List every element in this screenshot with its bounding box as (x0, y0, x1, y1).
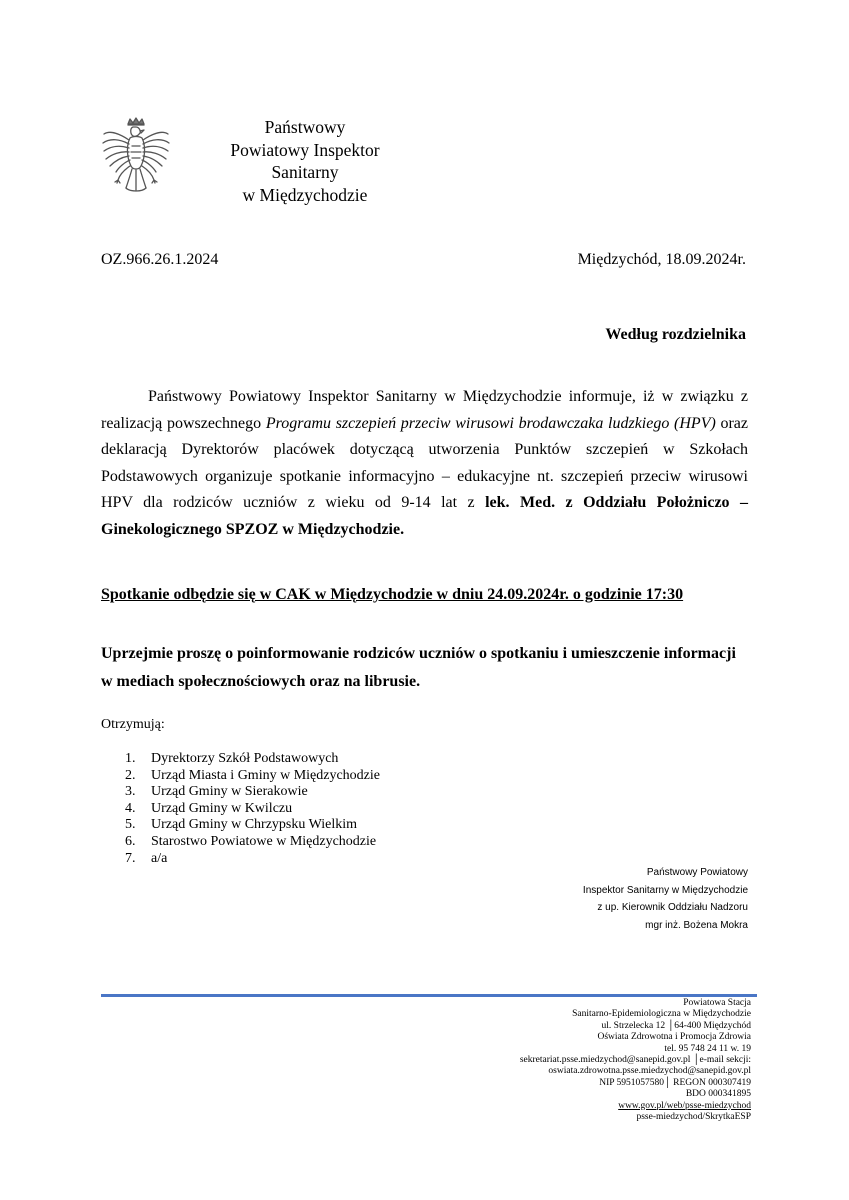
body-paragraph (101, 384, 748, 544)
footer-divider (101, 994, 757, 997)
footer-line: tel. 95 748 24 11 w. 19 (664, 1043, 751, 1054)
footer-line: Powiatowa Stacja (683, 998, 751, 1008)
footer-line: BDO 000341895 (685, 1089, 751, 1100)
signature-line: z up. Kierownik Oddziału Nadzoru (597, 902, 748, 913)
list-item (101, 784, 380, 801)
reference-number: OZ.966.26.1.2024 (101, 251, 219, 268)
list-text: Starostwo Powiatowe w Międzychodzie (151, 833, 377, 849)
footer-line: sekretariat.psse.miedzychod@sanepid.gov.pl │e-mail sekcji: (519, 1055, 751, 1066)
place-and-date: Międzychód, 18.09.2024r. (577, 251, 746, 268)
signature-block (583, 864, 748, 934)
signature-line: mgr inż. Bożena Mokra (645, 919, 748, 931)
list-item (101, 817, 380, 834)
request-text: Uprzejmie proszę o poinformowanie rodziców uczniów o spotkaniu i umieszczenie informacji w mediach społecznościowych oraz na librusie. (101, 645, 736, 690)
list-number: 5. (125, 817, 136, 833)
list-number: 2. (125, 767, 136, 783)
epuap-address: psse-miedzychod/SkrytkaESP (636, 1112, 751, 1123)
list-number: 6. (125, 833, 136, 849)
footer-contact (520, 998, 751, 1123)
list-text: Urząd Gminy w Chrzypsku Wielkim (151, 817, 358, 833)
institution-line: Powiatowy Inspektor (230, 139, 380, 160)
footer-line: Sanitarno-Epidemiologiczna w Międzychodzie (572, 1009, 751, 1020)
list-number: 4. (125, 800, 136, 816)
footer-line: ul. Strzelecka 12 │64-400 Międzychód (601, 1020, 751, 1031)
list-text: a/a (151, 850, 168, 866)
list-item (101, 801, 380, 818)
footer-line: NIP 5951057580│ REGON 000307419 (599, 1077, 751, 1088)
letter-body (101, 384, 748, 544)
list-text: Urząd Gminy w Kwilczu (151, 800, 293, 816)
institution-name (220, 116, 390, 206)
footer-line: oswiata.zdrowotna.psse.miedzychod@sanepid.gov.pl (548, 1066, 751, 1077)
recipients-label: Otrzymują: (101, 717, 165, 732)
institution-line: w Międzychodzie (242, 184, 368, 205)
signature-line: Inspektor Sanitarny w Międzychodzie (582, 884, 748, 896)
website-link[interactable]: www.gov.pl/web/psse-miedzychod (618, 1100, 751, 1111)
list-number: 1. (125, 751, 136, 766)
list-text: Urząd Gminy w Sierakowie (151, 784, 308, 800)
institution-line: Sanitarny (271, 162, 339, 182)
program-name: Programu szczepień przeciw wirusowi brodawczaka ludzkiego (HPV) (265, 414, 716, 432)
addressee: Według rozdzielnika (605, 326, 746, 343)
body-text-part2: oraz deklaracją Dyrektorów placówek dotyczącą utworzenia Punktów szczepień w Szkołach Podstawowych organizuje spotkanie informacyjno – edukacyjne nt. szczepień przeciw wirusowi HPV dla rodziców uczniów z wieku od 9-14 lat z (101, 414, 749, 512)
list-item (101, 768, 380, 785)
list-text: Urząd Miasta i Gminy w Międzychodzie (151, 767, 380, 783)
footer-line: Oświata Zdrowotna i Promocja Zdrowia (597, 1032, 751, 1043)
recipients-list (101, 751, 380, 867)
institution-line: Państwowy (264, 117, 346, 137)
list-number: 3. (125, 784, 136, 800)
meeting-info: Spotkanie odbędzie się w CAK w Międzychodzie w dniu 24.09.2024r. o godzinie 17:30 (101, 586, 684, 603)
body-text-part1: Państwowy Powiatowy Inspektor Sanitarny w Międzychodzie informuje, iż w związku z realizacją powszechnego (101, 388, 748, 432)
signature-line: Państwowy Powiatowy (646, 867, 748, 878)
list-item (101, 834, 380, 851)
doctor-info: lek. Med. z Oddziału Położniczo – Ginekologicznego SPZOZ w Międzychodzie. (101, 494, 748, 538)
list-text: Dyrektorzy Szkół Podstawowych (151, 751, 339, 766)
polish-eagle-emblem-icon (100, 116, 172, 200)
list-item (101, 851, 380, 868)
list-number: 7. (125, 850, 136, 866)
list-item (101, 751, 380, 768)
